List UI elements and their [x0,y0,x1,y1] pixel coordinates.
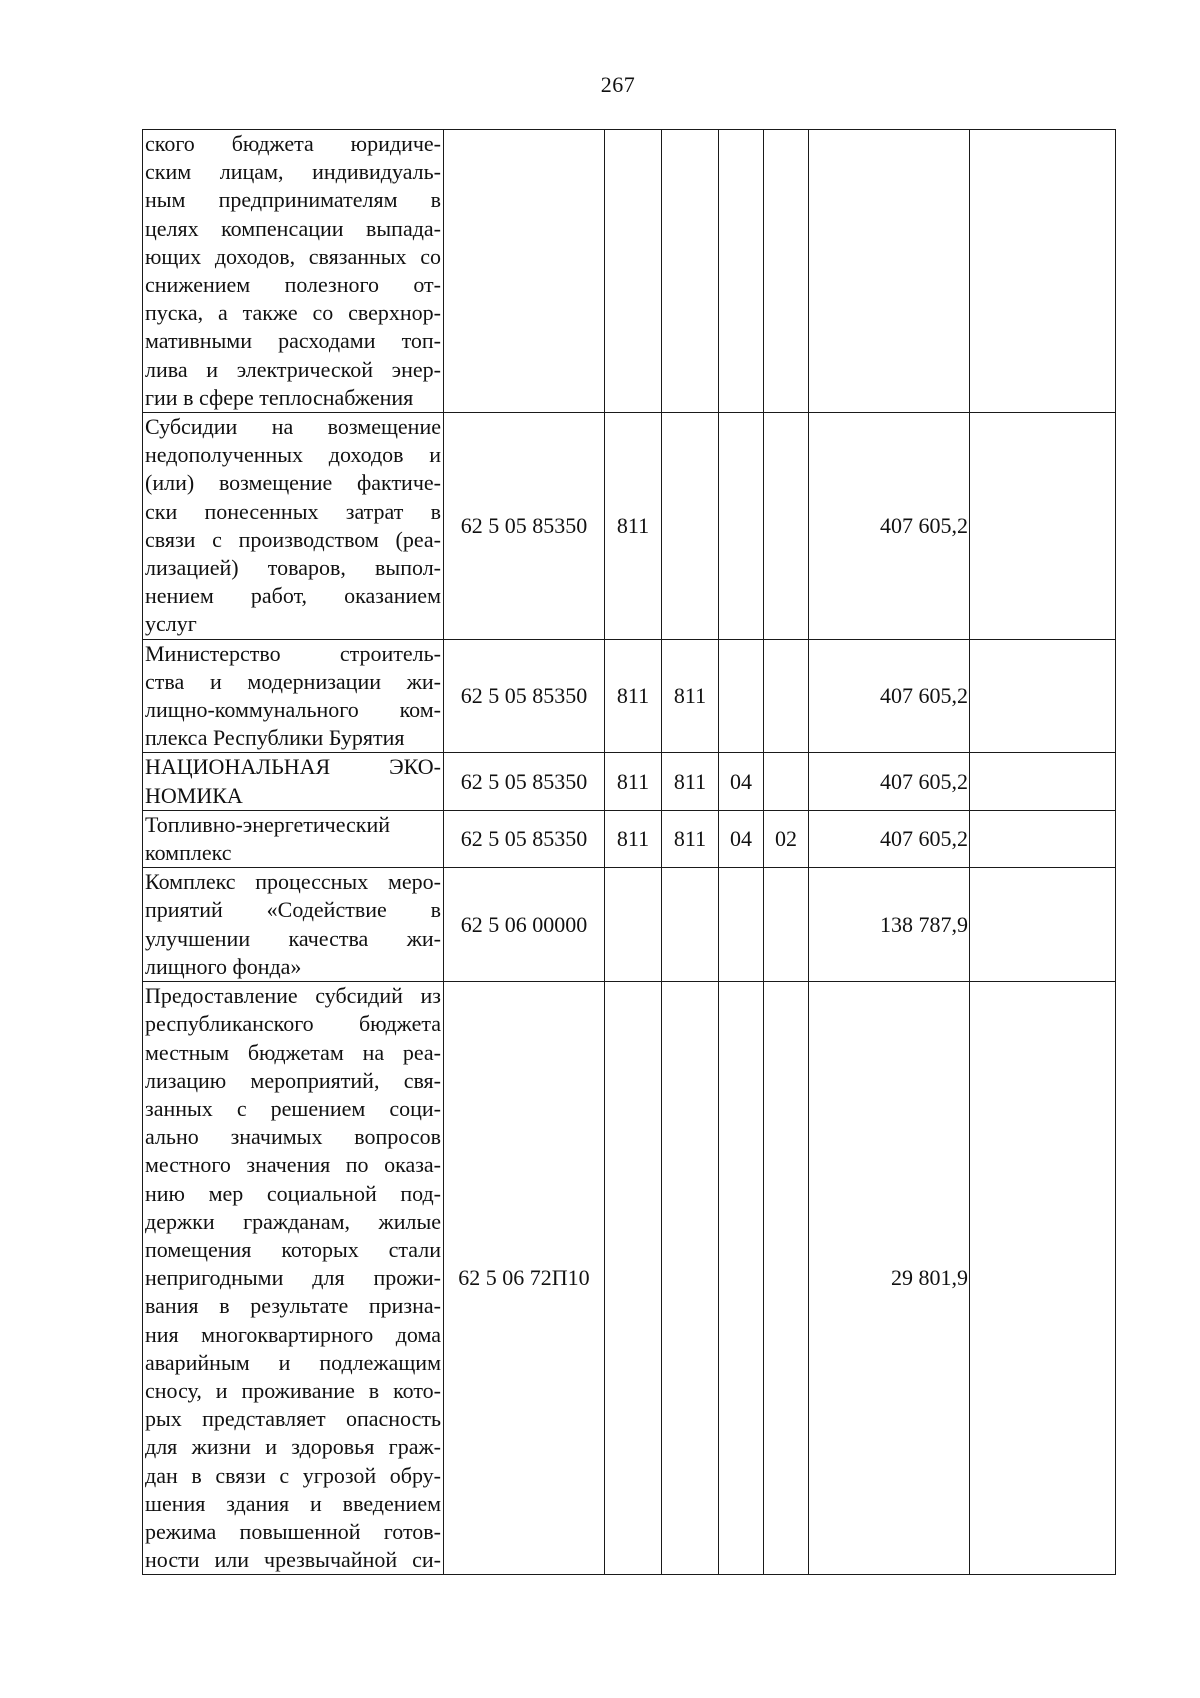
section-code [719,982,764,1575]
ministry-code: 811 [662,810,719,867]
description-line: лива и электрической энер- [145,356,441,382]
description-line: ально значимых вопросов [145,1124,441,1150]
description-line: Топливно-энергетический [145,811,391,837]
subsection-code [764,413,809,640]
ministry-code [662,413,719,640]
description-line: сносу, и проживание в кото- [145,1377,441,1403]
expense-type-code [605,868,662,982]
description-line: ности или чрезвычайной си- [145,1547,441,1573]
extra-column [970,130,1116,413]
description-line: НОМИКА [145,782,243,808]
row-description [143,810,444,867]
description-line: ского бюджета юридиче- [145,131,441,156]
target-article-code: 62 5 05 85350 [444,753,605,810]
expense-type-code: 811 [605,639,662,753]
amount-value: 407 605,2 [809,639,970,753]
description-line: недополученных доходов и [145,442,441,468]
amount-value: 407 605,2 [809,413,970,640]
row-description [143,130,444,413]
description-line: ства и модернизации жи- [145,668,441,694]
amount-value [809,130,970,413]
section-code [719,413,764,640]
description-line: лищного фонда» [145,953,302,979]
description-line: непригодными для прожи- [145,1265,441,1291]
subsection-code [764,753,809,810]
description-line: режима повышенной готов- [145,1518,441,1544]
description-line: целях компенсации выпада- [145,215,441,241]
description-line: НАЦИОНАЛЬНАЯ ЭКО- [145,754,441,780]
description-line: аварийным и подлежащим [145,1349,441,1375]
description-line: ным предпринимателям в [145,187,441,213]
description-line: лизацию мероприятий, свя- [145,1067,441,1093]
ministry-code [662,982,719,1575]
expense-type-code [605,982,662,1575]
description-line: лищно-коммунального ком- [145,697,441,723]
budget-table [142,129,1116,1575]
description-line: мативными расходами топ- [145,328,441,354]
target-article-code: 62 5 05 85350 [444,639,605,753]
description-line: лизацией) товаров, выпол- [145,555,441,581]
description-line: Комплекс процессных меро- [145,869,441,895]
section-code [719,868,764,982]
description-line: рых представляет опасность [145,1406,441,1432]
expense-type-code: 811 [605,413,662,640]
description-line: дан в связи с угрозой обру- [145,1462,441,1488]
description-line: снижением полезного от- [145,272,441,298]
row-description [143,413,444,640]
table-row [143,868,1116,982]
description-line: комплекс [145,840,232,866]
page-number: 267 [600,72,636,97]
amount-value: 407 605,2 [809,753,970,810]
extra-column [970,753,1116,810]
table-row [143,413,1116,640]
table-row [143,639,1116,753]
target-article-code: 62 5 06 72П10 [444,982,605,1575]
description-line: занных с решением соци- [145,1095,441,1121]
description-line: улучшении качества жи- [145,925,441,951]
description-line: плекса Республики Бурятия [145,725,405,751]
description-line: нением работ, оказанием [145,583,441,609]
description-line: помещения которых стали [145,1236,441,1262]
amount-value: 138 787,9 [809,868,970,982]
row-description [143,639,444,753]
target-article-code: 62 5 05 85350 [444,810,605,867]
table-row [143,753,1116,810]
subsection-code: 02 [764,810,809,867]
section-code: 04 [719,810,764,867]
row-description [143,982,444,1575]
description-line: приятий «Содействие в [145,897,441,923]
description-line: держки гражданам, жилые [145,1208,441,1234]
subsection-code [764,868,809,982]
extra-column [970,810,1116,867]
description-line: ющих доходов, связанных со [145,243,441,269]
expense-type-code [605,130,662,413]
row-description [143,753,444,810]
description-line: связи с производством (реа- [145,526,441,552]
table-row [143,982,1116,1575]
description-line: гии в сфере теплоснабжения [145,384,414,410]
description-line: республиканского бюджета [145,1011,441,1037]
description-line: Предоставление субсидий из [145,983,441,1009]
description-line: ским лицам, индивидуаль- [145,159,441,185]
section-code [719,639,764,753]
amount-value: 407 605,2 [809,810,970,867]
description-line: ски понесенных затрат в [145,498,441,524]
table-body [143,130,1116,1575]
subsection-code [764,130,809,413]
ministry-code: 811 [662,639,719,753]
description-line: вания в результате призна- [145,1293,441,1319]
description-line: местным бюджетам на реа- [145,1039,441,1065]
description-line: услуг [145,611,197,637]
ministry-code [662,868,719,982]
section-code: 04 [719,753,764,810]
expense-type-code: 811 [605,753,662,810]
ministry-code [662,130,719,413]
extra-column [970,868,1116,982]
ministry-code: 811 [662,753,719,810]
target-article-code: 62 5 06 00000 [444,868,605,982]
amount-value: 29 801,9 [809,982,970,1575]
description-line: (или) возмещение фактиче- [145,470,441,496]
description-line: Субсидии на возмещение [145,414,441,440]
target-article-code [444,130,605,413]
description-line: пуска, а также со сверхнор- [145,300,441,326]
target-article-code: 62 5 05 85350 [444,413,605,640]
subsection-code [764,982,809,1575]
description-line: местного значения по оказа- [145,1152,441,1178]
expense-type-code: 811 [605,810,662,867]
extra-column [970,982,1116,1575]
section-code [719,130,764,413]
subsection-code [764,639,809,753]
table-row [143,810,1116,867]
description-line: нию мер социальной под- [145,1180,441,1206]
row-description [143,868,444,982]
extra-column [970,413,1116,640]
extra-column [970,639,1116,753]
description-line: шения здания и введением [145,1490,441,1516]
description-line: ния многоквартирного дома [145,1321,441,1347]
table-row [143,130,1116,413]
description-line: для жизни и здоровья граж- [145,1434,441,1460]
description-line: Министерство строитель- [145,640,441,666]
